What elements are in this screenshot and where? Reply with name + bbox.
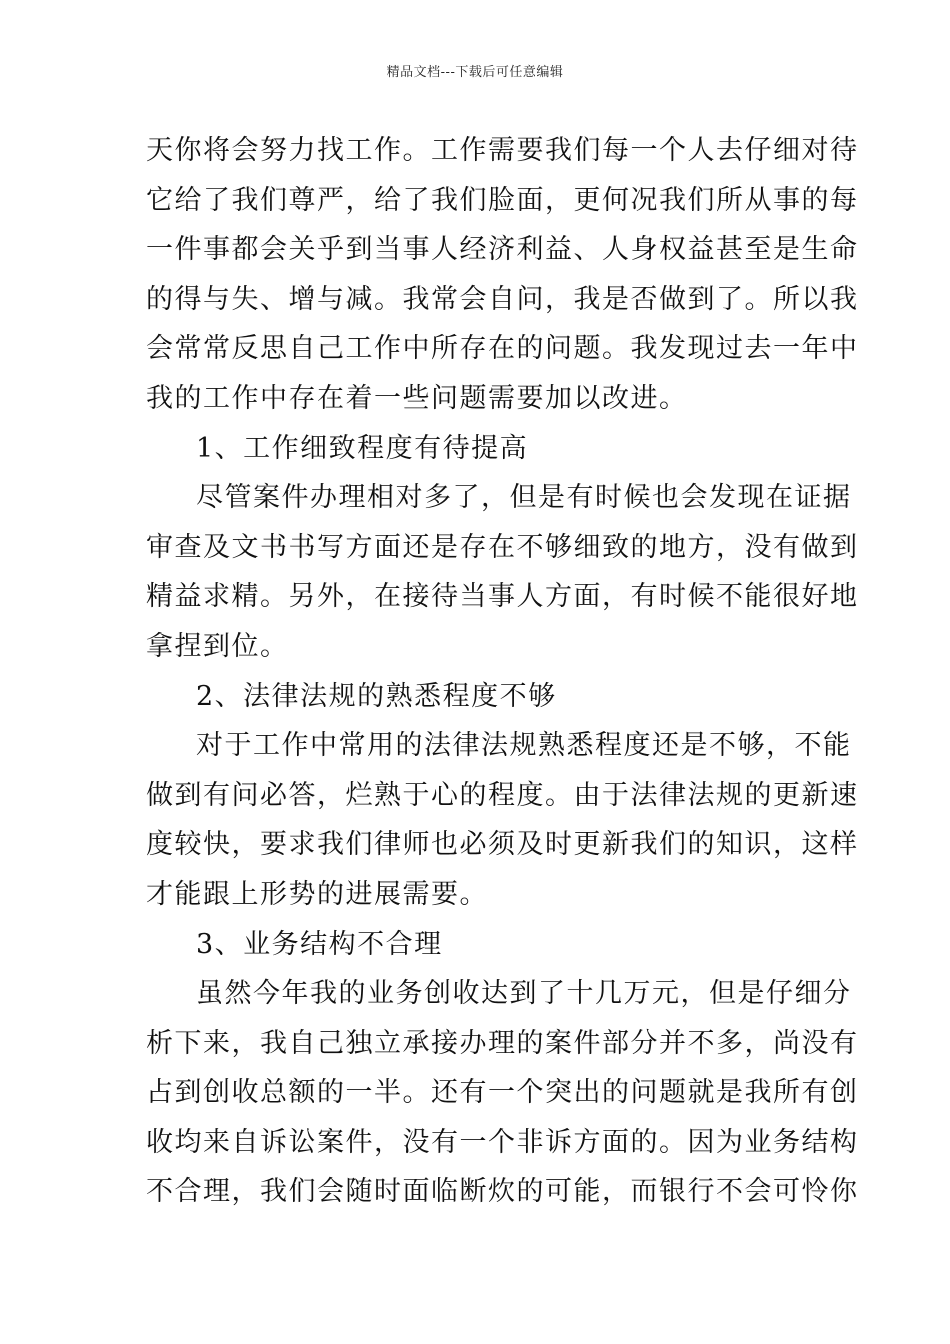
text-line: 一件事都会关乎到当事人经济利益、人身权益甚至是生命 (146, 234, 859, 266)
section-heading-1: 1、工作细致程度有待提高 (196, 432, 529, 464)
text-line: 的得与失、增与减。我常会自问，我是否做到了。所以我 (146, 283, 859, 315)
document-body (146, 126, 859, 1217)
page-header: 精品文档---下载后可任意编辑 (386, 65, 564, 80)
text-line: 才能跟上形势的进展需要。 (146, 878, 488, 910)
text-line: 天你将会努力找工作。工作需要我们每一个人去仔细对待 (146, 135, 859, 166)
text-line: 收均来自诉讼案件，没有一个非诉方面的。因为业务结构 (146, 1126, 859, 1158)
section-heading-2: 2、法律法规的熟悉程度不够 (196, 680, 557, 712)
text-line: 不合理，我们会随时面临断炊的可能，而银行不会可怜你 (146, 1176, 859, 1208)
text-line: 做到有问必答，烂熟于心的程度。由于法律法规的更新速 (146, 779, 859, 811)
text-line: 拿捏到位。 (146, 630, 289, 662)
text-line: 我的工作中存在着一些问题需要加以改进。 (146, 382, 688, 414)
text-line: 对于工作中常用的法律法规熟悉程度还是不够，不能 (196, 730, 852, 762)
text-line: 会常常反思自己工作中所存在的问题。我发现过去一年中 (146, 333, 859, 365)
text-line: 精益求精。另外，在接待当事人方面，有时候不能很好地 (146, 581, 859, 613)
section-heading-3: 3、业务结构不合理 (196, 928, 443, 960)
text-line: 析下来，我自己独立承接办理的案件部分并不多，尚没有 (146, 1027, 859, 1059)
text-line: 尽管案件办理相对多了，但是有时候也会发现在证据 (196, 482, 852, 514)
text-line: 它给了我们尊严，给了我们脸面，更何况我们所从事的每 (146, 184, 859, 216)
text-line: 审查及文书书写方面还是存在不够细致的地方，没有做到 (146, 531, 859, 563)
text-line: 占到创收总额的一半。还有一个突出的问题就是我所有创 (146, 1077, 859, 1109)
text-line: 虽然今年我的业务创收达到了十几万元，但是仔细分 (196, 978, 852, 1010)
text-line: 度较快，要求我们律师也必须及时更新我们的知识，这样 (146, 829, 859, 861)
